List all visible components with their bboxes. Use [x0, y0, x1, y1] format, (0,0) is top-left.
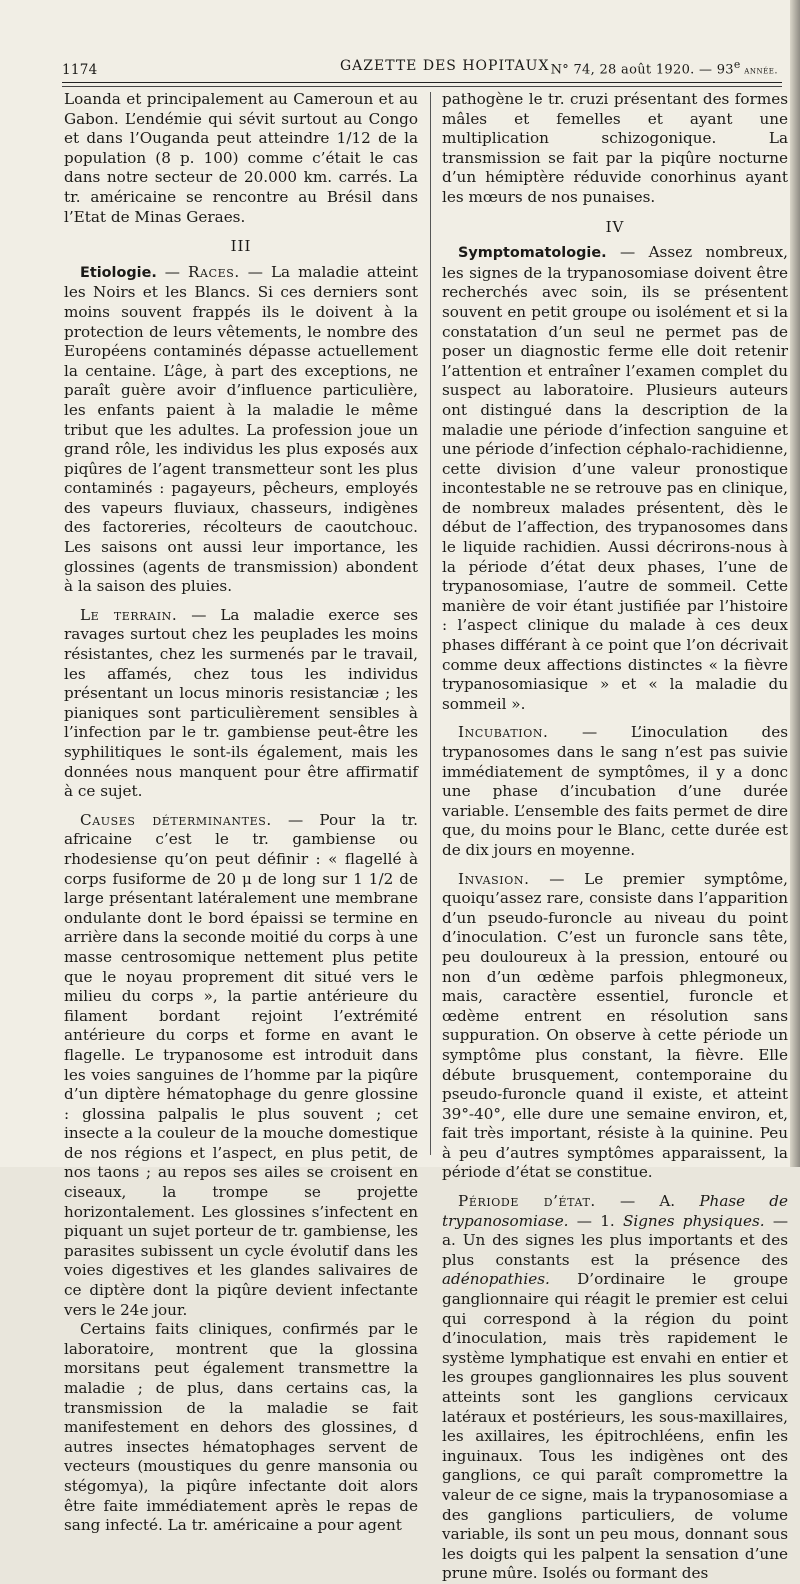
heading-etiologie: Etiologie. — [80, 264, 157, 281]
subheading-terrain: Le terrain. — [80, 605, 178, 624]
paragraph-text: Le premier symptôme, quoiqu’assez rare, consiste dans l’apparition d’un pseudo-furoncle au niveau du point d’inoculation. C’est un furoncle sans tête, peu douloureux à la pression, entouré ou non d’un œdème parfois phlegmoneux, mais, caractère essentiel, furoncle et œdème entrent en résolution sans suppuration. On observe à cette période un symptôme plus constant, la fièvre. Elle débute brusquement, contemporaine du pseudo-furoncle quand il existe, et atteint 39°-40°, elle dure une semaine environ, et, fait très important, résiste à la quinine. Peu à peu d’autres symptômes apparaissent, la période d’état se constitue. — [442, 869, 789, 1182]
paragraph: Invasion. — Le premier symptôme, quoiqu’assez rare, consiste dans l’apparition d’un pseudo-furoncle au niveau du point d’inoculation. C’est un furoncle sans tête, peu douloureux à la pression, entouré ou non d’un œdème parfois phlegmoneux, mais, caractère essentiel, furoncle et œdème entrent en résolution sans suppuration. On observe à cette période un symptôme plus constant, la fièvre. Elle débute brusquement, contemporaine du pseudo-furoncle quand il existe, et atteint 39°-40°, elle dure une semaine environ, et, fait très important, résiste à la quinine. Peu à peu d’autres symptômes apparaissent, la période d’état se constitue. — [442, 869, 789, 1182]
running-header — [62, 58, 782, 80]
paragraph: pathogène le tr. cruzi présentant des formes mâles et femelles et ayant une multiplication schizogonique. La transmission se fait par la piqûre nocturne d’un hémiptère réduvide conorhinus ayant les mœurs de nos punaises. — [442, 90, 788, 206]
paragraph-text: Un des signes les plus importants et des plus constants est la présence des — [442, 1231, 788, 1269]
paragraph: Loanda et principalement au Cameroun et au Gabon. L’endémie qui sévit surtout au Congo et dans l’Ouganda peut atteindre 1/12 de la population (8 p. 100) comme c’était le cas dans notre secteur de 20.000 km. carrés. La tr. américaine se rencontre au Brésil dans l’Etat de Minas Geraes. — [64, 90, 418, 226]
page-edge — [790, 0, 800, 1167]
paragraph: Période d’état. — A. Phase de trypanosomiase. — 1. Signes physiques. — a. Un des signes les plus importants et des plus constants est la présence des adénopathies. D’ordinaire le groupe ganglionnaire qui réagit le premier est celui qui correspond à la région du point d’inoculation, mais très rapidement le système lymphatique est envahi en entier et les groupes ganglionnaires les plus souvent atteints sont les ganglions cervicaux latéraux et postérieurs, les sous-maxillaires, les axillaires, les épitrochléens, enfin les inguinaux. Tous les indigènes ont des ganglions, ce qui paraît compromettre la valeur de ce signe, mais la trypanosomiase a des ganglions particuliers, de volume variable, ils sont un peu mous, donnant sous les doigts qui les palpent la sensation d’une prune mûre. Isolés ou formant des — [442, 1192, 789, 1583]
page-number: 1174 — [62, 62, 98, 78]
paragraph: Causes déterminantes. — Pour la tr. africaine c’est le tr. gambiense ou rhodesiense qu’on peut définir : « flagellé à corps fusiforme de 20 μ de long sur 1 1/2 de large présentant latéralement une membrane ondulante dont le bord épaissi se termine en arrière dans la seconde moitié du corps à une masse centrosomique nettement plus petite que le noyau proprement dit situé vers le milieu du corps », la partie antérieure du filament bordant rejoint l’extrémité antérieure du corps et forme en avant le flagelle. Le trypanosome est introduit dans les voies sanguines de l’homme par la piqûre d’un diptère hématophage du genre glossine : glossina palpalis le plus souvent ; cet insecte a la couleur de la mouche domestique de nos régions et l’aspect, en plus petit, de nos taons ; au repos ses ailes se croisent en ciseaux, la trompe se projette horizontalement. Les glossines s’infectent en piquant un sujet porteur de tr. gambiense, les parasites subissent un cycle évolutif dans les voies digestives et les glandes salivaires de ce diptère dont la piqûre devient infectante vers le 24e jour. — [64, 810, 418, 1319]
issue-suffix: année. — [740, 65, 778, 77]
paragraph: Certains faits cliniques, confirmés par le laboratoire, montrent que la glossina morsitans peut également transmettre la maladie ; de plus, dans certains cas, la transmission de la maladie se fait manifestement en dehors des glossines, d autres insectes hématophages servent de vecteurs (moustiques du genre mansonia ou stégomya), la piqûre infectante doit alors être faite immédiatement après le repas de sang infecté. La tr. américaine a pour agent — [64, 1320, 418, 1535]
subheading-incubation: Incubation. — [458, 723, 549, 742]
heading-symptomatologie: Symptomatologie. — [458, 245, 607, 262]
paragraph-text: La maladie atteint les Noirs et les Blancs. Si ces derniers sont moins souvent frappés ils le doivent à la protection de leurs vêtements, le nombre des Européens contaminés dépasse actuellement la centaine. L’âge, à part des exceptions, ne paraît guère avoir d’influence particulière, les enfants paient à la maladie le même tribut que les adultes. La profession joue un grand rôle, les individus les plus exposés aux piqûres de l’agent transmetteur sont les plus contaminés : pagayeurs, pêcheurs, employés des vapeurs fluviaux, chasseurs, indigènes des factoreries, récolteurs de caoutchouc. Les saisons ont aussi leur importance, les glossines (agents de transmission) abondent à la saison des pluies. — [64, 262, 418, 596]
subheading-signes: Signes physiques. — [622, 1211, 765, 1230]
paragraph: Symptomatologie. — Assez nombreux, les signes de la trypanosomiase doivent être recherchés avec soin, ils se présentent souvent en petit groupe ou isolément et si la constatation d’un seul ne permet pas de poser un diagnostic ferme elle doit retenir l’attention et entraîner l’examen complet du suspect au laboratoire. Plusieurs auteurs ont distingué dans la description de la maladie une période d’infection sanguine et une période d’infection céphalo-rachidienne, cette division d’une valeur pronostique incontestable ne se retrouve pas en clinique, de nombreux malades présentent, dès le début de l’affection, des trypanosomes dans le liquide rachidien. Aussi décrirons-nous à la période d’état deux phases, l’une de trypanosomiase, l’autre de sommeil. Cette manière de voir étant justifiée par l’histoire : l’aspect clinique du malade à ces deux phases différant à ce point que l’on décrivait comme deux affections distinctes « la fièvre trypanosomiasique » et « la maladie du sommeil ». — [442, 243, 788, 713]
label-a2: — a. — [442, 1211, 789, 1250]
issue-sup: e — [733, 58, 741, 71]
paragraph-text: L’inoculation des trypanosomes dans le sang n’est pas suivie immédiatement de symptômes, il y a donc une phase d’incubation d’une durée variable. L’ensemble des faits permet de dire que, du moins pour le Blanc, cette durée est de dix jours en moyenne. — [442, 723, 789, 859]
paragraph: Etiologie. — Races. — La maladie atteint les Noirs et les Blancs. Si ces derniers sont moins souvent frappés ils le doivent à la protection de leurs vêtements, le nombre des Européens contaminés dépasse actuellement la centaine. L’âge, à part des exceptions, ne paraît guère avoir d’influence particulière, les enfants paient à la maladie le même tribut que les adultes. La profession joue un grand rôle, les individus les plus exposés aux piqûres de l’agent transmetteur sont les plus contaminés : pagayeurs, pêcheurs, employés des vapeurs fluviaux, chasseurs, indigènes des factoreries, récolteurs de caoutchouc. Les saisons ont aussi leur importance, les glossines (agents de transmission) abondent à la saison des pluies. — [64, 262, 418, 596]
paragraph: Incubation. — L’inoculation des trypanosomes dans le sang n’est pas suivie immédiatement de symptômes, il y a donc une phase d’incubation d’une durée variable. L’ensemble des faits permet de dire que, du moins pour le Blanc, cette durée est de dix jours en moyenne. — [442, 723, 789, 859]
column-divider — [430, 92, 431, 1155]
label-a: A. — [659, 1192, 676, 1211]
journal-title: GAZETTE DES HOPITAUX — [340, 58, 550, 74]
left-column — [64, 90, 419, 1535]
paragraph-text: D’ordinaire le groupe ganglionnaire qui réagit le premier est celui qui correspond à la région du point d’inoculation, mais très rapidement le système lymphatique est envahi en entier et les groupes ganglionnaires les plus souvent atteints sont les ganglions cervicaux latéraux et postérieurs, les sous-maxillaires, les axillaires, les épitrochléens, enfin les inguinaux. Tous les indigènes ont des ganglions, ce qui paraît compromettre la valeur de ce signe, mais la trypanosomiase a des ganglions particuliers, de volume variable, ils sont un peu mous, donnant sous les doigts qui les palpent la sensation d’une prune mûre. Isolés ou formant des — [442, 1270, 789, 1583]
label-1: — 1. — [576, 1211, 615, 1230]
subheading-races: Races. — [187, 262, 240, 281]
right-column — [442, 90, 789, 1583]
term-adenopathies: adénopathies. — [442, 1270, 550, 1289]
subheading-causes: Causes déterminantes. — [80, 810, 272, 829]
header-rule-thin — [62, 86, 782, 87]
issue-info — [551, 58, 778, 77]
subheading-periode-etat: Période d’état. — [458, 1192, 596, 1211]
paragraph-text: Assez nombreux, les signes de la trypanosomiase doivent être recherchés avec soin, ils se présentent souvent en petit groupe ou isolément et si la constatation d’un seul ne permet pas de poser un diagnostic ferme elle doit retenir l’attention et entraîner l’examen complet du suspect au laboratoire. Plusieurs auteurs ont distingué dans la description de la maladie une période d’infection sanguine et une période d’infection céphalo-rachidienne, cette division d’une valeur pronostique incontestable ne se retrouve pas en clinique, de nombreux malades présentent, dès le début de l’affection, des trypanosomes dans le liquide rachidien. Aussi décrirons-nous à la période d’état deux phases, l’une de trypanosomiase, l’autre de sommeil. Cette manière de voir étant justifiée par l’histoire : l’aspect clinique du malade à ces deux phases différant à ce point que l’on décrivait comme deux affections distinctes « la fièvre trypanosomiasique » et « la maladie du sommeil ». — [442, 243, 788, 713]
issue-prefix: N° 74, 28 août 1920. — 93 — [550, 62, 734, 78]
subheading-invasion: Invasion. — [458, 869, 530, 888]
section-number: IV — [605, 217, 625, 236]
paragraph: Le terrain. — La maladie exerce ses ravages surtout chez les peuplades les moins résistantes, chez les surmenés par le travail, les affamés, chez tous les individus présentant un locus minoris resistanciæ ; les pianiques sont particulièrement sensibles à l’infection par le tr. gambiense peut-être les syphilitiques le sont-ils également, mais les données nous manquent pour être affirmatif à ce sujet. — [64, 605, 419, 801]
header-rule — [62, 82, 782, 83]
subheading-phase: Phase de trypanosomiase. — [442, 1192, 789, 1230]
paragraph-text: La maladie exerce ses ravages surtout chez les peuplades les moins résistantes, chez les surmenés par le travail, les affamés, chez tous les individus présentant un locus minoris resistanciæ ; les pianiques sont particulièrement sensibles à l’infection par le tr. gambiense peut-être les syphilitiques le sont-ils également, mais les données nous manquent pour être affirmatif à ce sujet. — [64, 605, 419, 801]
paragraph-text: Pour la tr. africaine c’est le tr. gambiense ou rhodesiense qu’on peut définir : « flagellé à corps fusiforme de 20 μ de long sur 1 1/2 de large présentant latéralement une membrane ondulante dont le bord épaissi se termine en arrière dans la seconde moitié du corps à une masse centrosomique nettement plus petite que le noyau proprement dit situé vers le milieu du corps », la partie antérieure du filament bordant rejoint l’extrémité antérieure du corps et forme en avant le flagelle. Le trypanosome est introduit dans les voies sanguines de l’homme par la piqûre d’un diptère hématophage du genre glossine : glossina palpalis le plus souvent ; cet insecte a la couleur de la mouche domestique de nos régions et l’aspect, en plus petit, de nos taons ; au repos ses ailes se croisent en ciseaux, la trompe se projette horizontalement. Les glossines s’infectent en piquant un sujet porteur de tr. gambiense, les parasites subissent un cycle évolutif dans les voies digestives et les glandes salivaires de ce diptère dont la piqûre devient infectante vers le 24e jour. — [64, 810, 418, 1319]
section-number: III — [230, 237, 252, 256]
